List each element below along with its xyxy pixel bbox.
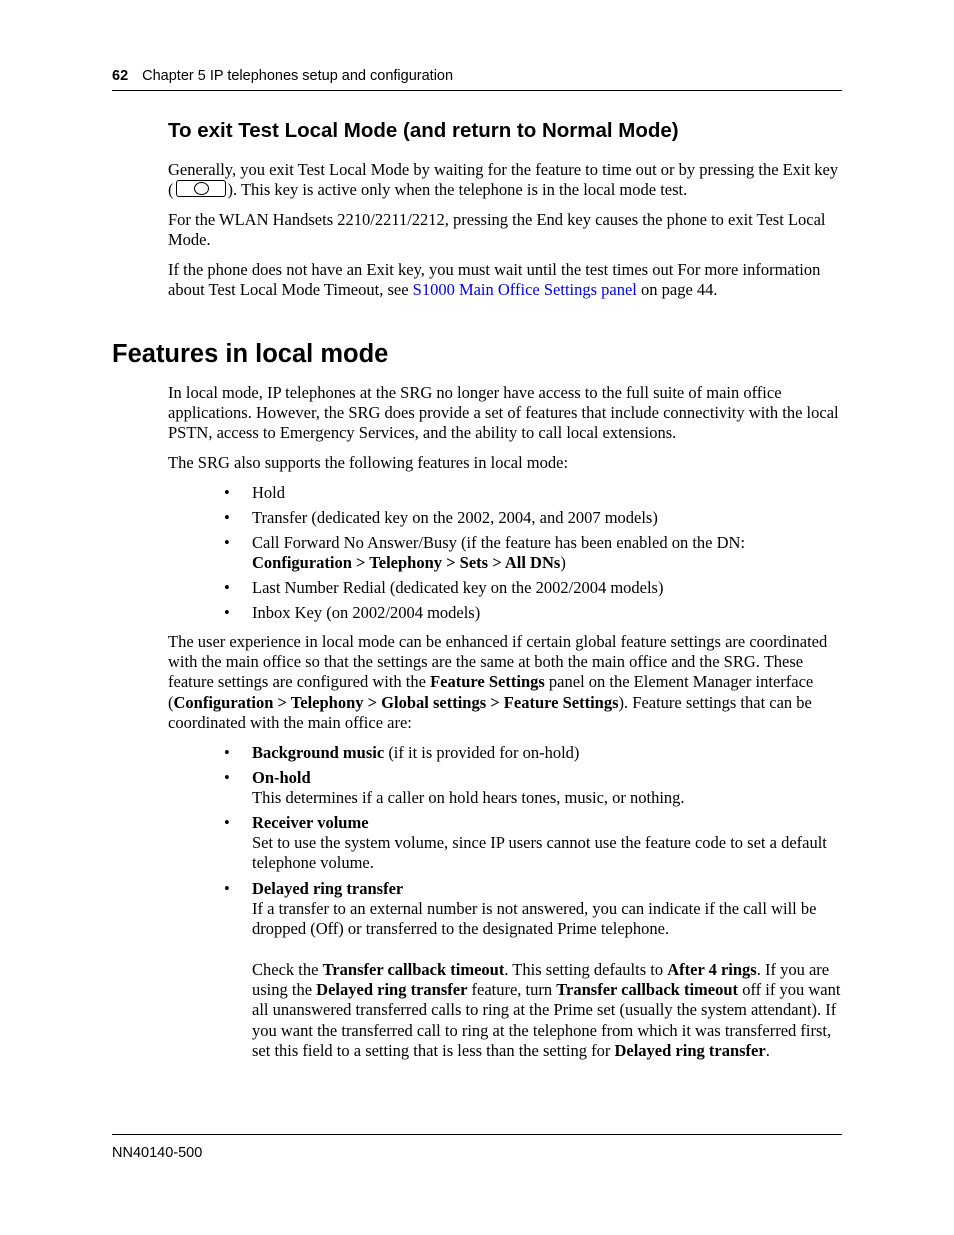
paragraph-timeout [168,260,842,300]
chapter-title: Chapter 5 IP telephones setup and configuration [142,68,454,84]
list-item-background-music [252,743,842,763]
text: Check the [252,960,323,979]
paragraph-local-mode-intro: In local mode, IP telephones at the SRG no longer have access to the full suite of main office applications. However, the SRG does provide a set of features that include connectivity with the local PSTN, access to Emergency Services, and the ability to call local extensions. [168,383,839,443]
bullet: • [224,533,230,552]
bullet: • [224,768,230,787]
bullet: • [224,813,230,832]
bullet: • [224,879,230,898]
paragraph-wlan: For the WLAN Handsets 2210/2211/2212, pressing the End key causes the phone to exit Test Local Mode. [168,210,826,250]
list-item-receiver-volume [252,813,842,874]
text: . This setting defaults to [504,960,668,979]
menu-path: Configuration > Telephony > Global settings > Feature Settings [173,692,619,712]
text: on page 44. [636,280,718,300]
text: panel on the Element Manager interface ( [168,672,814,712]
list-item-call-forward [252,533,842,573]
item-title: Background music [252,743,385,762]
item-title: Delayed ring transfer [252,879,404,898]
bullet: • [224,483,230,502]
link-s1000-settings[interactable]: S1000 Main Office Settings panel [412,280,637,300]
paragraph-exit-key [168,160,842,200]
page-number: 62 [112,68,129,84]
text: ) [560,553,566,573]
list-item-on-hold [252,768,842,808]
text: ). Feature settings that can be coordinated with the main office are: [168,692,812,732]
paragraph-user-experience [168,632,842,733]
bold-text: Delayed ring transfer [316,980,468,1000]
bold-text: After 4 rings [667,960,757,979]
bold-text: Feature Settings [430,672,545,692]
text: . [765,1040,770,1060]
list-item-redial: Last Number Redial (dedicated key on the 2002/2004 models) [252,578,664,597]
section-heading-features: Features in local mode [112,340,389,368]
header-rule [112,90,842,91]
bold-text: Delayed ring transfer [614,1040,766,1060]
text: If the phone does not have an Exit key, you must wait until the test times out For more information about Test Local Mode Timeout, see [168,260,821,300]
list-item-inbox: Inbox Key (on 2002/2004 models) [252,603,481,622]
footer-rule [112,1134,842,1135]
list-item-hold: Hold [252,483,285,502]
text: This determines if a caller on hold hears tones, music, or nothing. [252,788,685,808]
bold-text: Transfer callback timeout [556,980,739,1000]
text: Set to use the system volume, since IP users cannot use the feature code to set a default telephone volume. [252,833,827,873]
section-heading-exit-test-local-mode: To exit Test Local Mode (and return to Normal Mode) [168,119,679,142]
text: ). This key is active only when the telephone is in the local mode test. [227,180,688,200]
menu-path: Configuration > Telephony > Sets > All DNs [252,553,561,573]
bold-text: Transfer callback timeout [322,960,505,979]
paragraph-srg-supports: The SRG also supports the following features in local mode: [168,453,569,472]
list-item-transfer: Transfer (dedicated key on the 2002, 2004, and 2007 models) [252,508,658,527]
bullet: • [224,743,230,762]
bullet: • [224,508,230,527]
text: (if it is provided for on-hold) [384,743,580,762]
text: Call Forward No Answer/Busy (if the feature has been enabled on the DN: [252,533,746,552]
item-title: On-hold [252,768,311,787]
text: The user experience in local mode can be enhanced if certain global feature settings are coordinated with the main office so that the settings are the same at both the main office and the SRG. These feature settings are configured with the [168,632,828,692]
exit-key-icon [176,180,226,197]
text: Generally, you exit Test Local Mode by waiting for the feature to time out or by pressing the Exit key ( [168,160,839,200]
bullet: • [224,578,230,597]
text: . If you are using the [252,960,830,1000]
bullet: • [224,603,230,622]
text: feature, turn [467,980,557,1000]
list-item-delayed-ring-transfer [252,879,842,940]
item-title: Receiver volume [252,813,369,832]
paragraph-transfer-callback [252,960,842,1061]
text: off if you want all unanswered transferred calls to ring at the Prime set (usually the system attendant). If you want the transferred call to ring at the telephone from which it was transferred first, set this field to a setting that is less than the setting for [252,980,841,1060]
document-number: NN40140-500 [112,1145,203,1161]
text: If a transfer to an external number is not answered, you can indicate if the call will be dropped (Off) or transferred to the designated Prime telephone. [252,899,817,939]
running-header [112,68,842,84]
